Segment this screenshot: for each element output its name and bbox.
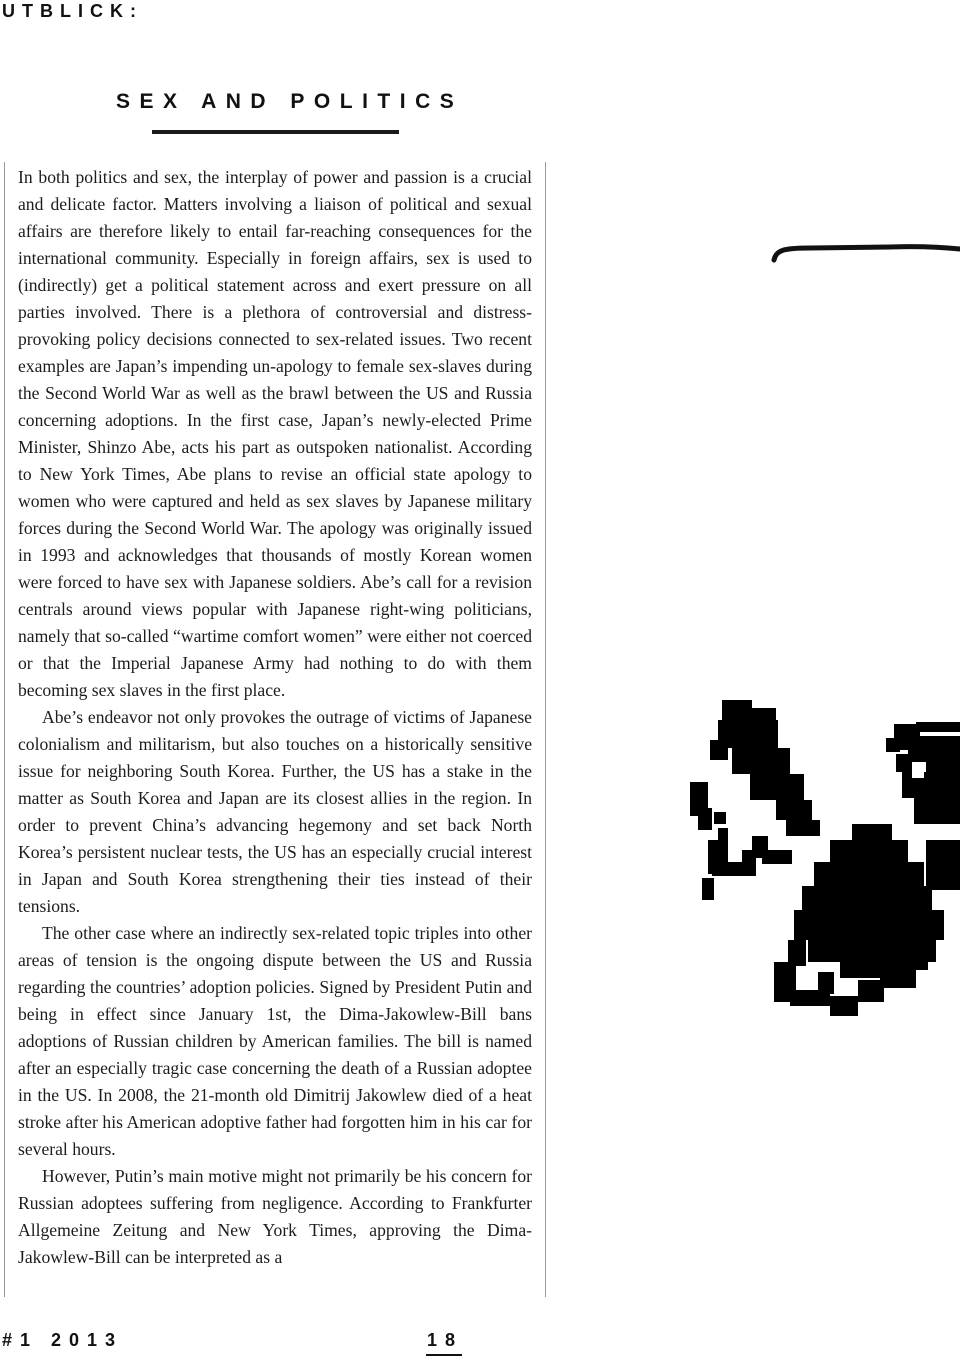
pixel-art-illustration (690, 700, 960, 1030)
section-label: UTBLICK: (2, 1, 143, 21)
issue-label: #1 2013 (2, 1330, 124, 1350)
article-paragraph-2: Abe’s endeavor not only provokes the outrage of victims of Japanese colonialism and militarism, but also touches on a historically sensitive issue for neighboring South Korea. Further, the US has a stake in the matter as South Korea and Japan are its closest allies in the region. In order to prevent China’s advancing hegemony and set back North Korea’s persistent nuclear tests, the US has an especially crucial interest in Japan and South Korea strengthening their ties instead of their tensions. (18, 707, 532, 916)
article-paragraph-4: However, Putin’s main motive might not primarily be his concern for Russian adoptees suffering from negligence. According to Frankfurter Allgemeine Zeitung and New York Times, approving the Dima-Jakowlew-Bill can be interpreted as a (18, 1166, 532, 1267)
article-body (18, 164, 532, 1298)
page-number: 18 (427, 1330, 464, 1350)
brush-stroke-decoration (770, 238, 960, 268)
article-title: SEX AND POLITICS (116, 90, 464, 113)
article-paragraph-3: The other case where an indirectly sex-related topic triples into other areas of tension is the ongoing dispute between the US and Russia regarding the countries’ adoption policies. Signed by President Putin and being in effect since January 1st, the Dima-Jakowlew-Bill bans adoptions of Russian children by American families. The bill is named after an especially tragic case concerning the death of a Russian adoptee in the US. In 2008, the 21-month old Dimitrij Jakowlew died of a heat stroke after his American adoptive father had forgotten him in his car for several hours. (18, 923, 532, 1159)
column-rule-right (545, 162, 546, 1297)
title-underline (152, 130, 399, 134)
column-rule-left (4, 162, 5, 1297)
article-paragraph-1: In both politics and sex, the interplay of power and passion is a crucial and delicate factor. Matters involving a liaison of political and sexual affairs are therefore likely to entail far-reaching consequences for the international community. Especially in foreign affairs, sex is used to (indirectly) get a political statement across and exert pressure on all parties involved. There is a plethora of controversial and distress-provoking policy decisions connected to sex-related issues. Two recent examples are Japan’s impending un-apology to female sex-slaves during the Second World War as well as the brawl between the US and Russia concerning adoptions. In the first case, Japan’s newly-elected Prime Minister, Shinzo Abe, acts his part as outspoken nationalist. According to New York Times, Abe plans to revise an official state apology to women who were captured and held as sex slaves by Japanese military forces during the Second World War. The apology was originally issued in 1993 and acknowledges that thousands of mostly Korean women were forced to have sex with Japanese soldiers. Abe’s call for a revision centrals around views popular with Japanese right-wing politicians, namely that so-called “wartime comfort women” were either not coerced or that the Imperial Japanese Army had nothing to do with them becoming sex slaves in the first place. (18, 167, 532, 700)
page-number-underline (426, 1354, 462, 1356)
